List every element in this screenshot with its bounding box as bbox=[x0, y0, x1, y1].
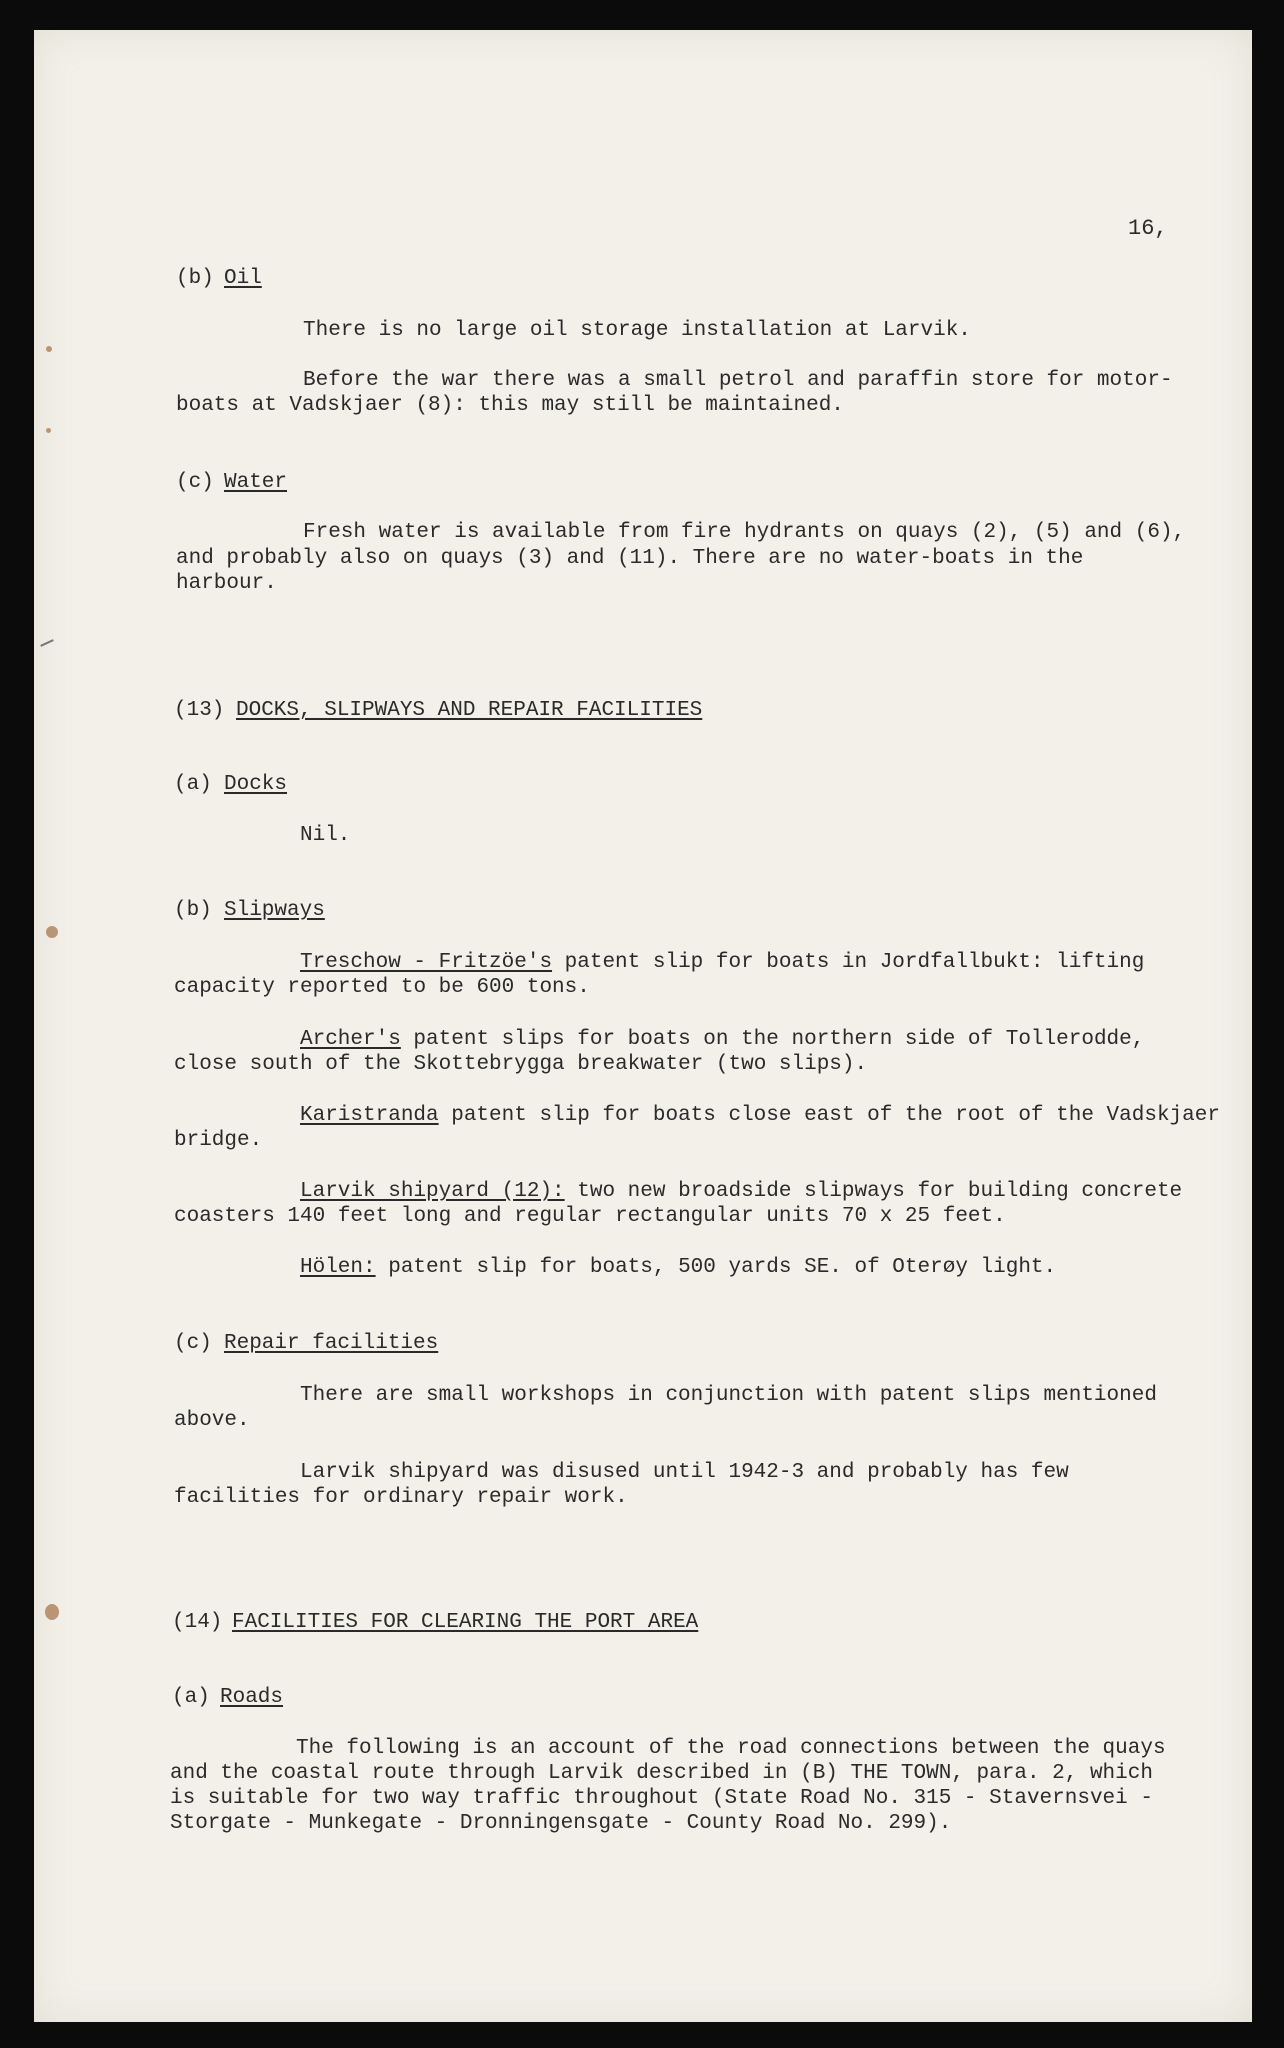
oil-paragraph-1: There is no large oil storage installation at Larvik. bbox=[303, 319, 971, 342]
repair-heading: Repair facilities bbox=[224, 1332, 439, 1355]
document-page bbox=[34, 30, 1252, 2022]
repair-paragraph-2-line-2: facilities for ordinary repair work. bbox=[174, 1486, 628, 1509]
slipway-2-line-2: close south of the Skottebrygga breakwater (two slips). bbox=[174, 1053, 868, 1076]
roads-line-1: The following is an account of the road connections between the quays bbox=[296, 1737, 1166, 1760]
slipway-3-name: Karistranda bbox=[300, 1104, 439, 1127]
water-line-2: and probably also on quays (3) and (11). There are no water-boats in the bbox=[176, 547, 1084, 570]
repair-paragraph-1-line-2: above. bbox=[174, 1409, 250, 1432]
slipway-3 bbox=[300, 1103, 1220, 1128]
slipway-2-name: Archer's bbox=[300, 1028, 401, 1051]
repair-paragraph-2-line-1: Larvik shipyard was disused until 1942-3 and probably has few bbox=[300, 1461, 1069, 1484]
slipways-heading: Slipways bbox=[224, 899, 325, 922]
paper-blemish bbox=[46, 428, 51, 433]
slipway-3-line-2: bridge. bbox=[174, 1129, 263, 1152]
slipway-4-line-2: coasters 140 feet long and regular rectangular units 70 x 25 feet. bbox=[174, 1205, 1006, 1228]
slipway-4-text: two new broadside slipways for building concrete bbox=[564, 1180, 1183, 1203]
slipway-2 bbox=[300, 1027, 1144, 1052]
water-heading-prefix: (c) bbox=[176, 471, 214, 494]
repair-heading-prefix: (c) bbox=[174, 1332, 212, 1355]
slipway-1 bbox=[300, 950, 1144, 975]
slipways-heading-prefix: (b) bbox=[174, 899, 212, 922]
slipway-5 bbox=[300, 1255, 1056, 1280]
paper-blemish bbox=[45, 1604, 59, 1620]
slipway-4 bbox=[300, 1179, 1182, 1204]
section-13-heading: DOCKS, SLIPWAYS AND REPAIR FACILITIES bbox=[236, 699, 703, 722]
slipway-5-name: Hölen: bbox=[300, 1256, 376, 1279]
section-14-heading: FACILITIES FOR CLEARING THE PORT AREA bbox=[232, 1611, 699, 1634]
roads-line-3: is suitable for two way traffic throughout (State Road No. 315 - Stavernsvei - bbox=[170, 1787, 1153, 1810]
slipway-1-text: patent slip for boats in Jordfallbukt: lifting bbox=[552, 951, 1145, 974]
repair-paragraph-1-line-1: There are small workshops in conjunction with patent slips mentioned bbox=[300, 1384, 1157, 1407]
oil-paragraph-2-line-2: boats at Vadskjaer (8): this may still be maintained. bbox=[176, 394, 844, 417]
slipway-4-name: Larvik shipyard (12): bbox=[300, 1180, 565, 1203]
slipway-1-line-2: capacity reported to be 600 tons. bbox=[174, 976, 590, 999]
slipway-2-text: patent slips for boats on the northern side of Tollerodde, bbox=[400, 1028, 1145, 1051]
section-14-prefix: (14) bbox=[172, 1611, 223, 1634]
water-heading: Water bbox=[224, 471, 288, 494]
oil-heading-prefix: (b) bbox=[176, 267, 214, 290]
roads-line-4: Storgate - Munkegate - Dronningensgate - County Road No. 299). bbox=[170, 1812, 952, 1835]
slipway-3-text: patent slip for boats close east of the root of the Vadskjaer bbox=[438, 1104, 1220, 1127]
margin-pencil-mark bbox=[40, 639, 54, 647]
oil-heading: Oil bbox=[224, 267, 262, 290]
slipway-5-text: patent slip for boats, 500 yards SE. of Oterøy light. bbox=[375, 1256, 1057, 1279]
docks-heading: Docks bbox=[224, 773, 288, 796]
docks-heading-prefix: (a) bbox=[174, 773, 212, 796]
section-13-prefix: (13) bbox=[174, 699, 225, 722]
paper-blemish bbox=[46, 346, 52, 352]
water-line-1: Fresh water is available from fire hydrants on quays (2), (5) and (6), bbox=[303, 521, 1186, 544]
roads-heading-prefix: (a) bbox=[172, 1686, 210, 1709]
roads-line-2: and the coastal route through Larvik described in (B) THE TOWN, para. 2, which bbox=[170, 1762, 1153, 1785]
slipway-1-name: Treschow - Fritzöe's bbox=[300, 951, 553, 974]
typed-document bbox=[34, 30, 1252, 2022]
water-line-3: harbour. bbox=[176, 572, 277, 595]
docks-text: Nil. bbox=[300, 824, 351, 847]
page-number: 16, bbox=[1128, 216, 1168, 241]
roads-heading: Roads bbox=[220, 1686, 284, 1709]
oil-paragraph-2-line-1: Before the war there was a small petrol and paraffin store for motor- bbox=[303, 369, 1173, 392]
paper-blemish bbox=[46, 926, 58, 938]
